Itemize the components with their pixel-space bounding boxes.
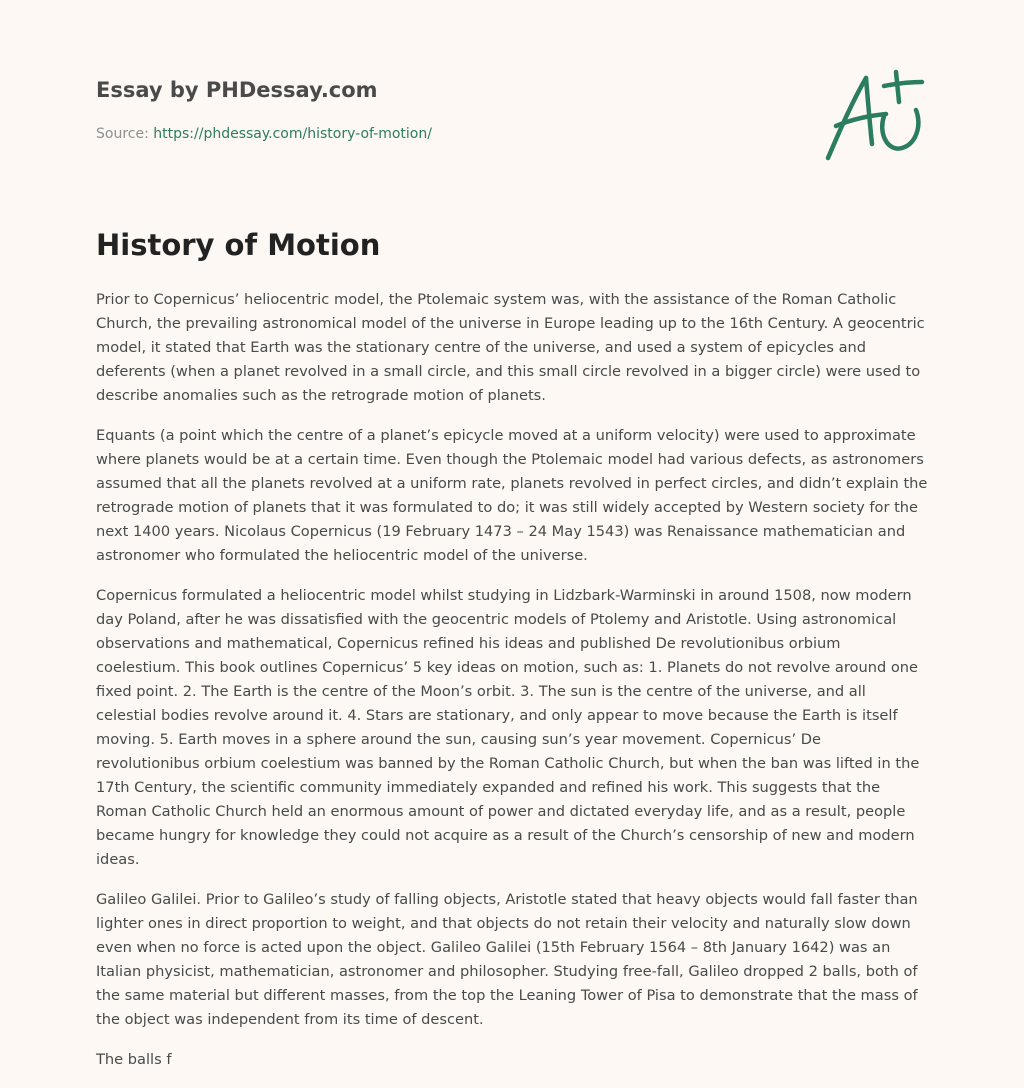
source-line <box>96 124 796 144</box>
essay-paragraph: Copernicus formulated a heliocentric model whilst studying in Lidzbark-Warminski in around 1508, now modern day Poland, after he was dissatisfied with the geocentric models of Ptolemy and Aristotle. Using astronomical observations and mathematical, Copernicus refined his ideas and published De revolutionibus orbium coelestium. This book outlines Copernicus’ 5 key ideas on motion, such as: 1. Planets do not revolve around one fixed point. 2. The Earth is the centre of the Moon’s orbit. 3. The sun is the centre of the universe, and all celestial bodies revolve around it. 4. Stars are stationary, and only appear to move because the Earth is itself moving. 5. Earth moves in a sphere around the sun, causing sun’s year movement. Copernicus’ De revolutionibus orbium coelestium was banned by the Roman Catholic Church, but when the ban was lifted in the 17th Century, the scientific community immediately expanded and refined his work. This suggests that the Roman Catholic Church held an enormous amount of power and dictated everyday life, and as a result, people became hungry for knowledge they could not acquire as a result of the Church’s censorship of new and modern ideas. <box>96 587 920 868</box>
essay-title: History of Motion <box>96 228 381 262</box>
essay-content <box>96 226 928 1088</box>
source-label: Source: <box>96 126 149 142</box>
page-header <box>96 76 796 144</box>
essay-paragraph: Prior to Copernicus’ heliocentric model, the Ptolemaic system was, with the assistance of the Roman Catholic Church, the prevailing astronomical model of the universe in Europe leading up to the 16th Century. A geocentric model, it stated that Earth was the stationary centre of the universe, and used a system of epicycles and deferents (when a planet revolved in a small circle, and this small circle revolved in a bigger circle) were used to describe anomalies such as the retrograde motion of planets. <box>96 291 925 404</box>
essay-paragraph: Galileo Galilei. Prior to Galileo’s study of falling objects, Aristotle stated that heavy objects would fall faster than lighter ones in direct proportion to weight, and that objects do not retain their velocity and naturally slow down even when no force is acted upon the object. Galileo Galilei (15th February 1564 – 8th January 1642) was an Italian physicist, mathematician, astronomer and philosopher. Studying free-fall, Galileo dropped 2 balls, both of the same material but different masses, from the top the Leaning Tower of Pisa to demonstrate that the mass of the object was independent from its time of descent. <box>96 891 918 1028</box>
a-plus-logo-icon <box>822 68 928 164</box>
essay-paragraph: Equants (a point which the centre of a planet’s epicycle moved at a uniform velocity) were used to approximate where planets would be at a certain time. Even though the Ptolemaic model had various defects, as astronomers assumed that all the planets revolved at a uniform rate, planets revolved in perfect circles, and didn’t explain the retrograde motion of planets that it was formulated to do; it was still widely accepted by Western society for the next 1400 years. Nicolaus Copernicus (19 February 1473 – 24 May 1543) was Renaissance mathematician and astronomer who formulated the heliocentric model of the universe. <box>96 427 928 564</box>
essay-paragraph-truncated: The balls f <box>96 1051 172 1068</box>
site-title: Essay by PHDessay.com <box>96 78 378 102</box>
source-link[interactable]: https://phdessay.com/history-of-motion/ <box>153 126 432 142</box>
